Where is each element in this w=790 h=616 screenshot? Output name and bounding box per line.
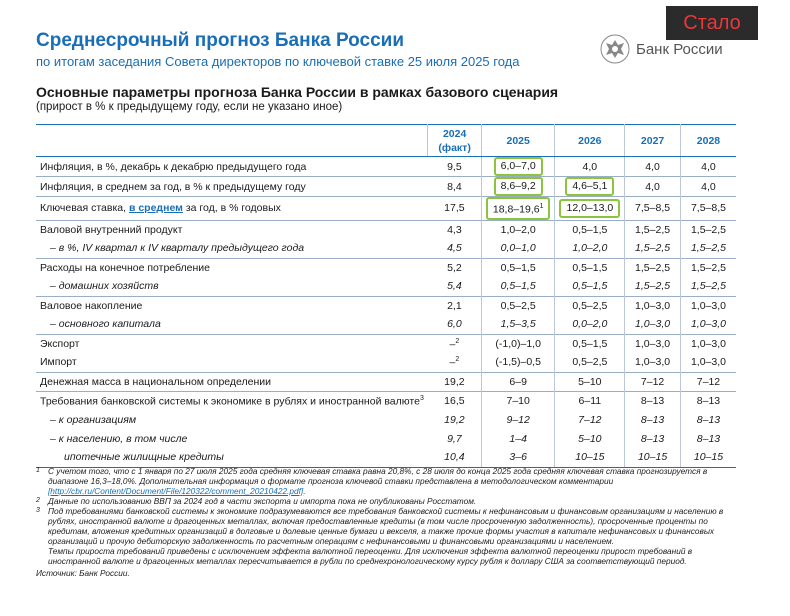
cell-2025: 1,5–3,5 [481,315,555,334]
cell-2026 [555,197,625,221]
table-title: Основные параметры прогноза Банка России в рамках базового сценария [36,84,559,100]
cell-2024: –$^2$ [428,334,481,353]
cell-2026: 5–10 [555,372,625,391]
cell-2026: 0,5–2,5 [555,353,625,372]
table-row [36,296,736,315]
cell-2027: 1,5–2,5 [625,239,681,258]
cell-2027: 1,0–3,0 [625,334,681,353]
cell-2025: 0,5–1,5 [481,277,555,296]
cell-2024: –$^2$ [428,353,481,372]
cell-2024: 2,1 [428,296,481,315]
forecast-table [36,124,736,468]
cell-2024: 8,4 [428,177,481,197]
methodology-link[interactable]: [http://cbr.ru/Content/Document/File/120322/comment_20210422.pdf] [48,486,304,496]
table-row [36,157,736,177]
cell-2024: 6,0 [428,315,481,334]
cell-2024: 10,4 [428,448,481,467]
cell-2024: 19,2 [428,372,481,391]
average-link[interactable]: в среднем [128,202,183,215]
cell-2025: 1,0–2,0 [481,220,555,239]
header-2028: 2028 [680,125,736,157]
row-label: – в %, IV квартал к IV кварталу предыдущего года [50,242,305,255]
cell-2025: 0,5–1,5 [481,258,555,277]
cell-2024: 4,5 [428,239,481,258]
table-row [36,448,736,467]
page-title: Среднесрочный прогноз Банка России [36,30,405,51]
row-label: Денежная масса в национальном определении [36,372,428,391]
cell-2027: 4,0 [625,177,681,197]
cell-2027: 1,0–3,0 [625,353,681,372]
cell-2027: 8–13 [625,410,681,429]
page-header [36,30,636,70]
cell-2025: 0,5–2,5 [481,296,555,315]
logo-text: Банк России [636,40,723,58]
cell-2024: 4,3 [428,220,481,239]
cell-2024: 9,7 [428,429,481,448]
eagle-emblem-icon [600,34,630,64]
cell-2027: 8–13 [625,429,681,448]
status-badge: Стало [666,6,758,40]
cell-2024: 5,2 [428,258,481,277]
highlight-box: 6,0–7,0 [494,157,543,176]
cell-2026: 0,0–2,0 [555,315,625,334]
cell-2028: 1,0–3,0 [690,356,726,369]
cell-2025: 3–6 [481,448,555,467]
row-label: ипотечные жилищные кредиты [36,448,428,467]
cell-2025: 6–9 [481,372,555,391]
cell-2025: 7–10 [481,391,555,410]
table-row [36,334,736,353]
footnote-3-cont: Темпы прироста требований приведены с исключением эффекта валютной переоценки. Для исключения эффекта валютной переоценки прирост требований в иностранной валюте и драгоценных металлах пересчитывается в рубли по среднехронологическому курсу рубля к доллару США за соответствующий период. [48,546,693,566]
table-row [36,353,736,372]
table-row [36,391,736,410]
cell-2024: 9,5 [428,157,481,177]
table-row [36,372,736,391]
cell-2025: (-1,5)–0,5 [481,353,555,372]
cell-2027: 1,0–3,0 [625,296,681,315]
cell-2027: 1,5–2,5 [625,220,681,239]
table-row [36,177,736,197]
row-label: – домашних хозяйств [50,280,159,293]
cell-2028: 8–13 [680,391,736,410]
cell-2028: 7–12 [680,372,736,391]
cell-2028: 1,5–2,5 [690,242,726,255]
cell-2025 [481,177,555,197]
table-header-row [36,125,736,157]
table-row [36,197,736,221]
table-row [36,410,736,429]
cell-2028: 1,0–3,0 [690,318,726,331]
footnote-3: 3 Под требованиями банковской системы к экономике подразумеваются все требования банковской системы к нефинансовым и финансовым организациям и населению в рублях, иностранной валюте и драгоценных металлах, включая предоставленные кредиты (в том числе просроченную задолженность), просроченные проценты по кредитам, вложения кредитных организаций в долговые и долевые ценные бумаги и векселя, а также прочие формы участия в капитале нефинансовых и финансовых организаций и прочую дебиторскую задолженность по расчетным операциям с нефинансовыми и финансовыми организациями и населением. [36,506,724,546]
cell-2028: 1,5–2,5 [680,258,736,277]
row-label: Экспорт [36,334,428,353]
highlight-box: 18,8–19,6$^1$ [486,197,551,220]
row-label: Импорт [40,356,77,369]
cell-2026 [555,177,625,197]
row-label: – к населению, в том числе [50,432,188,445]
cell-2024: 19,2 [428,410,481,429]
row-label: Инфляция, в среднем за год, в % к предыдущему году [36,177,428,197]
cell-2025 [481,197,555,221]
row-label: Валовой внутренний продукт [36,220,428,239]
cell-2028: 1,0–3,0 [680,296,736,315]
header-2026: 2026 [555,125,625,157]
row-label: – к организациям [50,413,137,426]
header-label-cell [36,125,428,157]
cell-2026: 1,0–2,0 [555,239,625,258]
cell-2028: 7,5–8,5 [680,197,736,221]
header-2025: 2025 [481,125,555,157]
highlight-box: 8,6–9,2 [494,177,543,196]
cell-2027: 4,0 [625,157,681,177]
row-label: Валовое накопление [36,296,428,315]
cell-2026: 0,5–1,5 [555,334,625,353]
cell-2024: 16,5 [428,391,481,410]
cell-2025 [481,157,555,177]
cell-2026: 0,5–1,5 [555,220,625,239]
table-row [36,277,736,296]
cell-2028: 1,5–2,5 [690,280,726,293]
cell-2027: 8–13 [625,391,681,410]
bank-logo [600,34,723,64]
cell-2028: 1,0–3,0 [680,334,736,353]
table-row [36,315,736,334]
row-label: – основного капитала [50,318,161,331]
cell-2028: 4,0 [680,177,736,197]
cell-2027: 7–12 [625,372,681,391]
cell-2026: 10–15 [555,448,625,467]
cell-2025: (-1,0)–1,0 [481,334,555,353]
table-subtitle: (прирост в % к предыдущему году, если не указано иное) [36,101,343,113]
cell-2026: 0,5–2,5 [555,296,625,315]
cell-2024: 5,4 [428,277,481,296]
cell-2024: 17,5 [428,197,481,221]
header-2024: 2024 (факт) [428,125,481,157]
cell-2025: 1–4 [481,429,555,448]
page-subtitle: по итогам заседания Совета директоров по ключевой ставке 25 июля 2025 года [36,54,520,69]
footnotes [36,466,746,578]
row-label: Ключевая ставка, в среднем за год, в % годовых [36,197,428,221]
highlight-box: 12,0–13,0 [559,199,620,218]
highlight-box: 4,6–5,1 [565,177,614,196]
cell-2026: 5–10 [555,429,625,448]
table-row [36,429,736,448]
cell-2027: 10–15 [625,448,681,467]
row-label: Требования банковской системы к экономике в рублях и иностранной валюте$^3$ [36,391,428,410]
cell-2028: 8–13 [696,413,721,426]
cell-2027: 1,5–2,5 [625,277,681,296]
cell-2028: 1,5–2,5 [680,220,736,239]
source-note: Источник: Банк России. [36,568,130,578]
cell-2025: 0,0–1,0 [481,239,555,258]
table-row [36,258,736,277]
cell-2028: 8–13 [696,432,721,445]
cell-2028: 10–15 [680,448,736,467]
cell-2027: 7,5–8,5 [625,197,681,221]
cell-2026: 4,0 [555,157,625,177]
row-label: Расходы на конечное потребление [36,258,428,277]
cell-2027: 1,5–2,5 [625,258,681,277]
cell-2027: 1,0–3,0 [625,315,681,334]
cell-2025: 9–12 [481,410,555,429]
cell-2026: 0,5–1,5 [555,277,625,296]
table-row [36,220,736,239]
cell-2026: 0,5–1,5 [555,258,625,277]
footnote-2: 2 Данные по использованию ВВП за 2024 год в части экспорта и импорта пока не опубликованы Росстатом. [36,496,477,506]
table-row [36,239,736,258]
cell-2026: 7–12 [555,410,625,429]
cell-2028: 4,0 [701,160,716,173]
footnote-1: 1 С учетом того, что с 1 января по 27 июля 2025 года средняя ключевая ставка равна 20,8%, с 28 июля до конца 2025 года средняя ключевая ставка прогнозируется в диапазоне 16,3–18,0%. Дополнительная информация о формате прогноза ключевой ставки представлена в методологическом комментарии [http://cbr.ru/Content/Document/File/120322/comment_20210422.pdf]. [36,466,708,496]
header-2027: 2027 [625,125,681,157]
cell-2026: 6–11 [555,391,625,410]
row-label: Инфляция, в %, декабрь к декабрю предыдущего года [40,160,307,173]
